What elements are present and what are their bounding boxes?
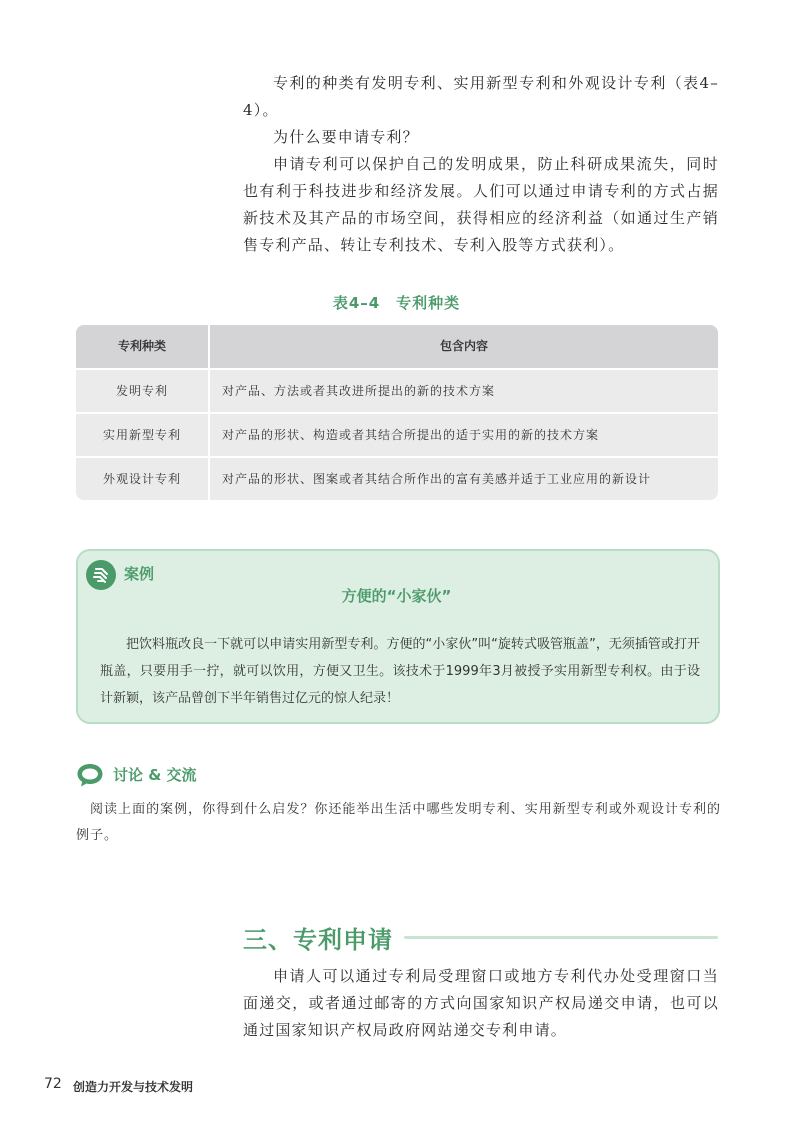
speech-bubble-icon (76, 762, 104, 788)
table-title: 表4–4 专利种类 (332, 294, 461, 312)
discussion-body: 阅读上面的案例，你得到什么启发？你还能举出生活中哪些发明专利、实用新型专利或外观设计专利的例子。 (76, 802, 721, 843)
table-row (76, 414, 718, 456)
discussion-label: 讨论 & 交流 (113, 766, 197, 784)
table-cell-type: 外观设计专利 (102, 472, 181, 486)
table-cell-content: 对产品、方法或者其改进所提出的新的技术方案 (208, 370, 718, 412)
section-paragraph: 申请人可以通过专利局受理窗口或地方专利代办处受理窗口当面递交，或者通过邮寄的方式向国家知识产权局递交申请，也可以通过国家知识产权局政府网站递交专利申请。 (243, 967, 719, 1039)
table-header-row (76, 325, 718, 368)
intro-paragraph-1: 专利的种类有发明专利、实用新型专利和外观设计专利（表4–4）。 (243, 74, 719, 119)
table-cell-content: 对产品的形状、构造或者其结合所提出的适于实用的新的技术方案 (208, 414, 718, 456)
table-header-type: 专利种类 (117, 339, 166, 353)
table-cell-type: 实用新型专利 (102, 428, 181, 442)
intro-paragraph-3: 申请专利可以保护自己的发明成果，防止科研成果流失，同时也有利于科技进步和经济发展。人们可以通过申请专利的方式占据新技术及其产品的市场空间，获得相应的经济利益（如通过生产销售专利产品、转让专利技术、专利入股等方式获利）。 (243, 155, 719, 254)
case-title: 方便的“小家伙” (341, 587, 452, 605)
intro-paragraph-2: 为什么要申请专利？ (273, 128, 419, 146)
section-title: 三、专利申请 (243, 926, 393, 954)
section-body (243, 963, 719, 1044)
section-title-rule (404, 936, 718, 939)
table-header-content: 包含内容 (208, 325, 718, 368)
case-label: 案例 (124, 565, 155, 583)
page-number: 72 (44, 1076, 62, 1092)
intro-text (243, 70, 719, 259)
book-title: 创造力开发与技术发明 (73, 1080, 194, 1094)
table-row (76, 458, 718, 500)
table-row (76, 370, 718, 412)
patent-types-table (76, 325, 718, 500)
case-body: 把饮料瓶改良一下就可以申请实用新型专利。方便的“小家伙”叫“旋转式吸管瓶盖”，无须插管或打开瓶盖，只要用手一拧，就可以饮用，方便又卫生。该技术于1999年3月被授予实用新型专利权。由于设计新颖，该产品曾创下半年销售过亿元的惊人纪录！ (100, 637, 700, 706)
table-cell-content: 对产品的形状、图案或者其结合所作出的富有美感并适于工业应用的新设计 (208, 458, 718, 500)
table-cell-type: 发明专利 (115, 384, 168, 398)
